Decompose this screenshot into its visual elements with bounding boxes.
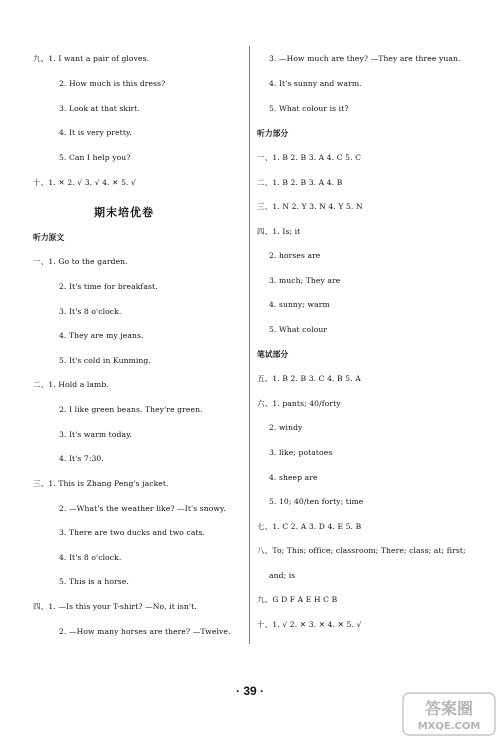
page-number: · 39 · [235, 684, 264, 698]
section-subheading: 听力原文 [33, 233, 65, 242]
watermark-logo [400, 690, 498, 738]
answer-line: 5. Can I help you? [59, 153, 131, 162]
answer-line: 3. like; potatoes [269, 448, 333, 457]
answer-line: 4. It is very pretty. [59, 128, 132, 137]
answer-line: 5. This is a horse. [59, 577, 129, 586]
answer-line: 2. —What's the weather like? —It's snowy. [59, 504, 226, 513]
watermark-top-text: 答案圈 [424, 699, 474, 718]
section-title: 期末培优卷 [94, 206, 154, 219]
answer-line: 一、1. Go to the garden. [33, 257, 128, 266]
answer-line: 3. much; They are [269, 276, 341, 285]
answer-line: 三、1. This is Zhang Peng's jacket. [33, 479, 169, 488]
answer-line: 4. sunny; warm [269, 300, 330, 309]
answer-line: 2. It's time for breakfast. [59, 282, 158, 291]
answer-line: 3. It's warm today. [59, 430, 132, 439]
answer-line: 4. It's sunny and warm. [269, 79, 362, 88]
answer-line: 5. What colour is it? [269, 104, 349, 113]
answer-line: 2. windy [269, 423, 303, 432]
answer-line: 4. They are my jeans. [59, 331, 144, 340]
answer-line: 九、G D F A E H C B [257, 595, 338, 604]
listening-heading: 听力部分 [257, 129, 289, 138]
answer-line: 4. It's 8 o'clock. [59, 553, 122, 562]
answer-line: 2. I like green beans. They're green. [59, 405, 203, 414]
answer-line: 3. It's 8 o'clock. [59, 307, 122, 316]
answer-line: 3. —How much are they? —They are three yuan. [269, 54, 461, 63]
answer-line: and; is [269, 571, 296, 580]
answer-line: 五、1. B 2. B 3. C 4. B 5. A [257, 374, 361, 383]
written-heading: 笔试部分 [257, 350, 289, 359]
column-divider [249, 46, 250, 644]
answer-line: 3. Look at that skirt. [59, 104, 141, 113]
answer-line: 5. It's cold in Kunming. [59, 356, 151, 365]
answer-line: 4. It's 7:30. [59, 454, 104, 463]
watermark-bottom-text: MXQE.COM [417, 721, 481, 732]
answer-line: 2. How much is this dress? [59, 79, 166, 88]
answer-line: 三、1. N 2. Y 3. N 4. Y 5. N [257, 202, 363, 211]
answer-line: 4. sheep are [269, 473, 318, 482]
answer-line: 3. There are two ducks and two cats. [59, 528, 206, 537]
answer-line: 九、1. I want a pair of gloves. [33, 54, 150, 63]
answer-line: 一、1. B 2. B 3. A 4. C 5. C [257, 153, 362, 162]
answer-line: 5. 10; 40/ten forty; time [269, 497, 364, 506]
answer-line: 2. —How many horses are there? —Twelve. [59, 627, 231, 636]
answer-line: 二、1. B 2. B 3. A 4. B [257, 178, 343, 187]
answer-line: 六、1. pants; 40/forty [257, 399, 341, 408]
answer-line: 八、To; This; office; classroom; There; class; at; first; [257, 546, 466, 555]
answer-line: 5. What colour [269, 325, 328, 334]
answer-line: 二、1. Hold a lamb. [33, 380, 109, 389]
answer-line: 十、1. √ 2. ✕ 3. ✕ 4. ✕ 5. √ [257, 620, 362, 629]
answer-line: 七、1. C 2. A 3. D 4. E 5. B [257, 522, 362, 531]
answer-line: 十、1. ✕ 2. √ 3. √ 4. ✕ 5. √ [33, 178, 136, 187]
answer-line: 四、1. Is; it [257, 227, 301, 236]
answer-line: 2. horses are [269, 251, 321, 260]
answer-line: 四、1. —Is this your T-shirt? —No, it isn't. [33, 602, 197, 611]
